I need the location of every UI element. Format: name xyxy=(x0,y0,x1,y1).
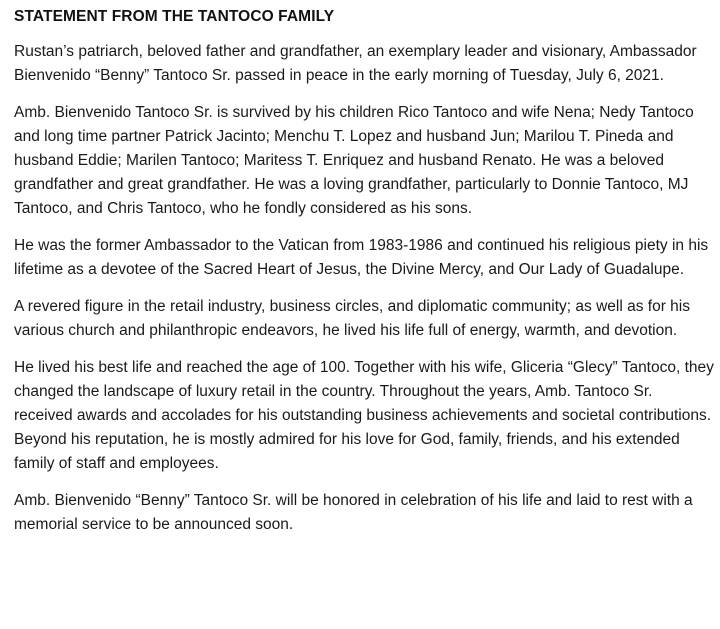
paragraph-survivors: Amb. Bienvenido Tantoco Sr. is survived by his children Rico Tantoco and wife Nena; Nedy Tantoco and long time partner Patrick Jacinto; Menchu T. Lopez and husband Jun; Marilou T. Pineda and husband Eddie; Marilen Tantoco; Maritess T. Enriquez and husband Renato. He was a beloved grandfather and great grandfather. He was a loving grandfather, particularly to Donnie Tantoco, MJ Tantoco, and Chris Tantoco, who he fondly considered as his sons. xyxy=(14,104,694,217)
paragraph-ambassador: He was the former Ambassador to the Vatican from 1983-1986 and continued his religious piety in his lifetime as a devotee of the Sacred Heart of Jesus, the Divine Mercy, and Our Lady of Guadalupe. xyxy=(14,237,709,278)
paragraph-memorial: Amb. Bienvenido “Benny” Tantoco Sr. will be honored in celebration of his life and laid to rest with a memorial service to be announced soon. xyxy=(14,492,693,533)
statement-document xyxy=(14,5,714,550)
paragraph-announcement: Rustan’s patriarch, beloved father and grandfather, an exemplary leader and visionary, Ambassador Bienvenido “Benny” Tantoco Sr. passed in peace in the early morning of Tuesday, July 6, 2021. xyxy=(14,43,697,84)
paragraph-revered-figure: A revered figure in the retail industry, business circles, and diplomatic community; as well as for his various church and philanthropic endeavors, he lived his life full of energy, warmth, and devotion. xyxy=(14,298,690,339)
statement-title: STATEMENT FROM THE TANTOCO FAMILY xyxy=(14,8,335,25)
paragraph-life-achievements: He lived his best life and reached the age of 100. Together with his wife, Gliceria “Glecy” Tantoco, they changed the landscape of luxury retail in the country. Throughout the years, Amb. Tantoco Sr. received awards and accolades for his outstanding business achievements and societal contributions. Beyond his reputation, he is mostly admired for his love for God, family, friends, and his extended family of staff and employees. xyxy=(14,359,714,472)
